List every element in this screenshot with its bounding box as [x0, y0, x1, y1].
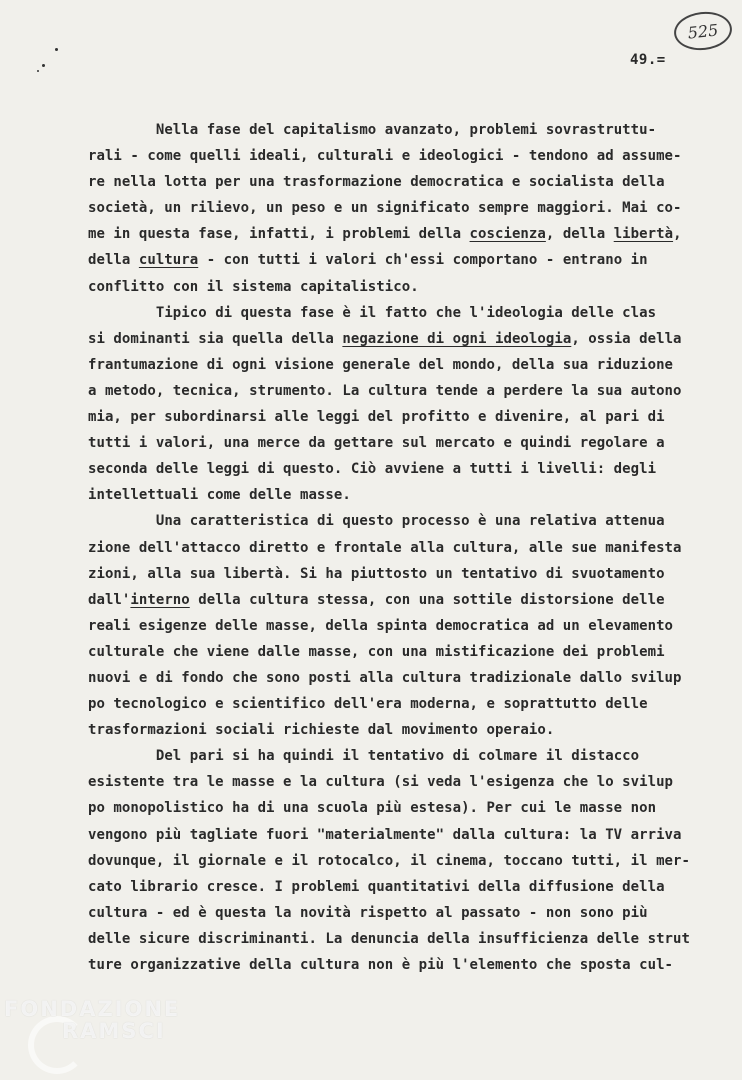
text-line	[88, 143, 728, 169]
text-line	[88, 508, 728, 534]
text-segment: Tipico di questa fase è il fatto che l'ideologia delle clas	[155, 304, 657, 321]
text-segment: dall'	[88, 591, 131, 608]
text-line	[88, 404, 728, 430]
text-segment: a metodo, tecnica, strumento. La cultura tende a perdere la sua autono	[88, 382, 682, 399]
ink-speck	[42, 64, 45, 67]
text-line	[88, 665, 728, 691]
watermark-line-1: FONDAZIONE	[4, 997, 181, 1021]
text-segment: reali esigenze delle masse, della spinta democratica ad un elevamento	[88, 617, 674, 634]
text-segment: po tecnologico e scientifico dell'era moderna, e soprattutto delle	[88, 696, 648, 713]
text-line	[88, 743, 728, 769]
archive-number: 525	[686, 19, 720, 43]
text-line	[88, 300, 728, 326]
text-segment: dovunque, il giornale e il rotocalco, il cinema, toccano tutti, il mer-	[88, 852, 690, 869]
text-line	[88, 456, 728, 482]
watermark	[4, 998, 180, 1042]
underlined-text: interno	[130, 591, 190, 608]
text-segment: vengono più tagliate fuori "materialmente" dalla cultura: la TV arriva	[88, 826, 682, 843]
text-line	[88, 195, 728, 221]
text-segment: Del pari si ha quindi il tentativo di colmare il distacco	[155, 748, 640, 765]
watermark-line-2: RAMSCI	[62, 1019, 166, 1043]
text-segment: , della	[545, 226, 614, 243]
text-segment: tutti i valori, una merce da gettare sul mercato e quindi regolare a	[88, 435, 665, 452]
text-line	[88, 822, 728, 848]
text-line	[88, 535, 728, 561]
page-number: 49.=	[630, 52, 666, 68]
archive-number-stamp	[672, 9, 734, 53]
text-line	[88, 848, 728, 874]
text-line	[88, 326, 728, 352]
text-line	[88, 717, 728, 743]
ink-speck	[55, 48, 58, 51]
text-segment: società, un rilievo, un peso e un significato sempre maggiori. Mai co-	[88, 200, 682, 217]
text-line	[88, 378, 728, 404]
underlined-text: libertà	[613, 226, 674, 243]
text-segment: rali - come quelli ideali, culturali e ideologici - tendono ad assume-	[88, 148, 682, 165]
text-line	[88, 430, 728, 456]
text-line	[88, 117, 728, 143]
text-segment: mia, per subordinarsi alle leggi del profitto e divenire, al pari di	[88, 409, 665, 426]
text-segment: della	[88, 252, 139, 269]
underlined-text: negazione di ogni ideologia	[342, 330, 572, 347]
text-segment: me in questa fase, infatti, i problemi della	[88, 226, 470, 243]
text-segment: po monopolistico ha di una scuola più estesa). Per cui le masse non	[88, 800, 657, 817]
text-segment: zioni, alla sua libertà. Si ha piuttosto un tentativo di svuotamento	[88, 565, 665, 582]
text-segment: esistente tra le masse e la cultura (si veda l'esigenza che lo svilup	[88, 774, 674, 791]
text-line	[88, 482, 728, 508]
text-segment: seconda delle leggi di questo. Ciò avviene a tutti i livelli: degli	[88, 461, 657, 478]
text-line	[88, 795, 728, 821]
text-line	[88, 900, 728, 926]
text-segment: cato librario cresce. I problemi quantitativi della diffusione della	[88, 878, 665, 895]
text-line	[88, 769, 728, 795]
text-segment: - con tutti i valori ch'essi comportano - entrano in	[198, 252, 648, 269]
text-line	[88, 691, 728, 717]
text-line	[88, 274, 728, 300]
text-segment: si dominanti sia quella della	[88, 330, 343, 347]
ink-speck	[37, 70, 39, 72]
text-line	[88, 639, 728, 665]
text-line	[88, 221, 728, 247]
text-segment: , ossia della	[571, 330, 682, 347]
text-segment: frantumazione di ogni visione generale del mondo, della sua riduzione	[88, 356, 674, 373]
text-line	[88, 169, 728, 195]
text-segment: nuovi e di fondo che sono posti alla cultura tradizionale dallo svilup	[88, 669, 682, 686]
body-text	[88, 117, 728, 978]
text-segment: zione dell'attacco diretto e frontale alla cultura, alle sue manifesta	[88, 539, 682, 556]
text-segment: trasformazioni sociali richieste dal movimento operaio.	[88, 722, 555, 739]
text-segment: intellettuali come delle masse.	[88, 487, 351, 504]
text-segment: Una caratteristica di questo processo è una relativa attenua	[155, 513, 665, 530]
text-line	[88, 247, 728, 273]
text-segment: culturale che viene dalle masse, con una mistificazione dei problemi	[88, 643, 665, 660]
text-segment: conflitto con il sistema capitalistico.	[88, 278, 419, 295]
text-segment: Nella fase del capitalismo avanzato, problemi sovrastruttu-	[155, 122, 657, 138]
underlined-text: cultura	[138, 252, 199, 269]
text-line	[88, 561, 728, 587]
text-segment: cultura - ed è questa la novità rispetto al passato - non sono più	[88, 904, 648, 921]
text-line	[88, 587, 728, 613]
text-segment: re nella lotta per una trasformazione democratica e socialista della	[88, 174, 665, 191]
text-segment: ,	[673, 226, 682, 243]
text-segment: ture organizzative della cultura non è più l'elemento che sposta cul-	[88, 957, 674, 973]
text-segment: della cultura stessa, con una sottile distorsione delle	[189, 591, 665, 608]
text-line	[88, 874, 728, 900]
text-line	[88, 613, 728, 639]
underlined-text: coscienza	[469, 226, 546, 243]
text-segment: delle sicure discriminanti. La denuncia della insufficienza delle strut	[88, 930, 690, 947]
text-line	[88, 352, 728, 378]
text-line	[88, 952, 728, 978]
text-line	[88, 926, 728, 952]
